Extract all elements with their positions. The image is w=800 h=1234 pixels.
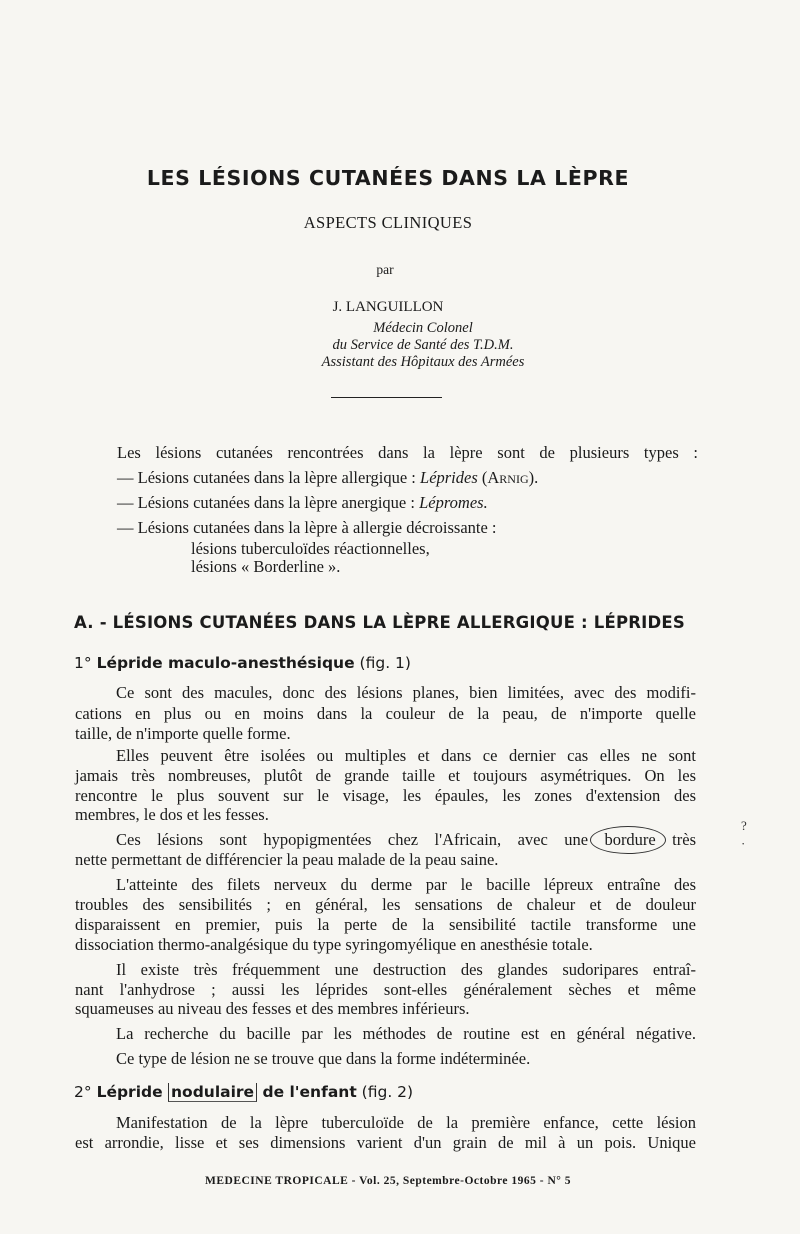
intro-text: — Lésions cutanées dans la lèpre allergique : — [117, 468, 421, 487]
intro-line — [117, 493, 488, 513]
paragraph-line: Ce sont des macules, donc des lésions planes, bien limitées, avec des modifi- — [116, 683, 696, 702]
paragraph-line: nette permettant de différencier la peau malade de la peau saine. — [75, 850, 499, 869]
paragraph-line: Ces lésions sont hypopigmentées chez l'Africain, avec une bordure très — [116, 830, 696, 849]
paragraph-line: L'atteinte des filets nerveux du derme par le bacille lépreux entraîne des — [116, 875, 696, 894]
author-affiliation-3: Assistant des Hôpitaux des Armées — [321, 354, 525, 370]
paragraph-line: Elles peuvent être isolées ou multiples et dans ce dernier cas elles ne sont — [116, 746, 696, 765]
margin-mark: ? — [741, 818, 747, 833]
handwritten-circle — [590, 826, 666, 854]
intro-line: lésions tuberculoïdes réactionnelles, — [191, 539, 430, 558]
figure-ref: (fig. 2) — [361, 1083, 414, 1101]
subsection-number: 1° — [74, 654, 92, 672]
intro-line: Les lésions cutanées rencontrées dans la lèpre sont de plusieurs types : — [117, 443, 698, 462]
section-heading: A. - LÉSIONS CUTANÉES DANS LA LÈPRE ALLERGIQUE : LÉPRIDES — [74, 613, 685, 632]
header-divider — [331, 397, 442, 398]
author-affiliation-1: Médecin Colonel — [373, 320, 473, 336]
paragraph-line: cations en plus ou en moins dans la couleur de la peau, de n'importe quelle — [75, 704, 696, 723]
article-title: LES LÉSIONS CUTANÉES DANS LA LÈPRE — [146, 166, 630, 190]
paragraph-line: La recherche du bacille par les méthodes de routine est en général négative. — [116, 1024, 696, 1043]
subsection-title: Lépride — [96, 1083, 169, 1101]
paragraph-line: squameuses au niveau des fesses et des membres inférieurs. — [75, 999, 470, 1018]
paragraph-line: dissociation thermo-analgésique du type syringomyélique en anesthésie totale. — [75, 935, 593, 954]
paragraph-line: Ce type de lésion ne se trouve que dans la forme indéterminée. — [116, 1049, 531, 1068]
subsection-number: 2° — [74, 1083, 92, 1101]
intro-term: Léprides — [420, 468, 478, 487]
intro-text: — Lésions cutanées dans la lèpre anergique : — [117, 493, 420, 512]
intro-text: ). — [528, 468, 539, 487]
subsection-heading — [74, 654, 411, 672]
intro-text: ( — [477, 468, 488, 487]
journal-footer: MEDECINE TROPICALE - Vol. 25, Septembre-Octobre 1965 - N° 5 — [204, 1175, 571, 1187]
subsection-heading — [74, 1083, 413, 1101]
paragraph-line: troubles des sensibilités ; en général, les sensations de chaleur et de douleur — [75, 895, 696, 914]
subsection-title: de l'enfant — [257, 1083, 357, 1101]
paragraph-line: est arrondie, lisse et ses dimensions varient d'un grain de mil à un pois. Unique — [75, 1133, 696, 1152]
author-name: J. LANGUILLON — [332, 299, 444, 315]
intro-term: Lépromes. — [419, 493, 488, 512]
subsection-title: Lépride maculo-anesthésique — [96, 654, 355, 672]
paragraph-line: Il existe très fréquemment une destruction des glandes sudoripares entraî- — [116, 960, 696, 979]
paragraph-line: jamais très nombreuses, plutôt de grande taille et toujours asymétriques. On les — [75, 766, 696, 785]
figure-ref: (fig. 1) — [359, 654, 411, 672]
paragraph-line: nant l'anhydrose ; aussi les léprides sont-elles généralement sèches et même — [75, 980, 696, 999]
paragraph-line: membres, le dos et les fesses. — [75, 805, 269, 824]
paragraph-line: disparaissent en premier, puis la perte de la sensibilité tactile transforme une — [75, 915, 696, 934]
intro-line: lésions « Borderline ». — [191, 557, 341, 576]
subsection-title-highlight: nodulaire — [168, 1083, 257, 1102]
byline-par: par — [376, 262, 394, 277]
paragraph-line: taille, de n'importe quelle forme. — [75, 724, 291, 743]
intro-line — [117, 468, 538, 488]
intro-citation: Arnig — [487, 468, 529, 487]
paragraph-line: rencontre le plus souvent sur le visage, les épaules, les zones d'extension des — [75, 786, 696, 805]
paragraph-line: Manifestation de la lèpre tuberculoïde de la première enfance, cette lésion — [116, 1113, 696, 1132]
margin-mark: · — [741, 836, 746, 851]
intro-line: — Lésions cutanées dans la lèpre à allergie décroissante : — [117, 518, 497, 537]
author-affiliation-2: du Service de Santé des T.D.M. — [332, 337, 514, 353]
article-subtitle: ASPECTS CLINIQUES — [303, 213, 473, 232]
